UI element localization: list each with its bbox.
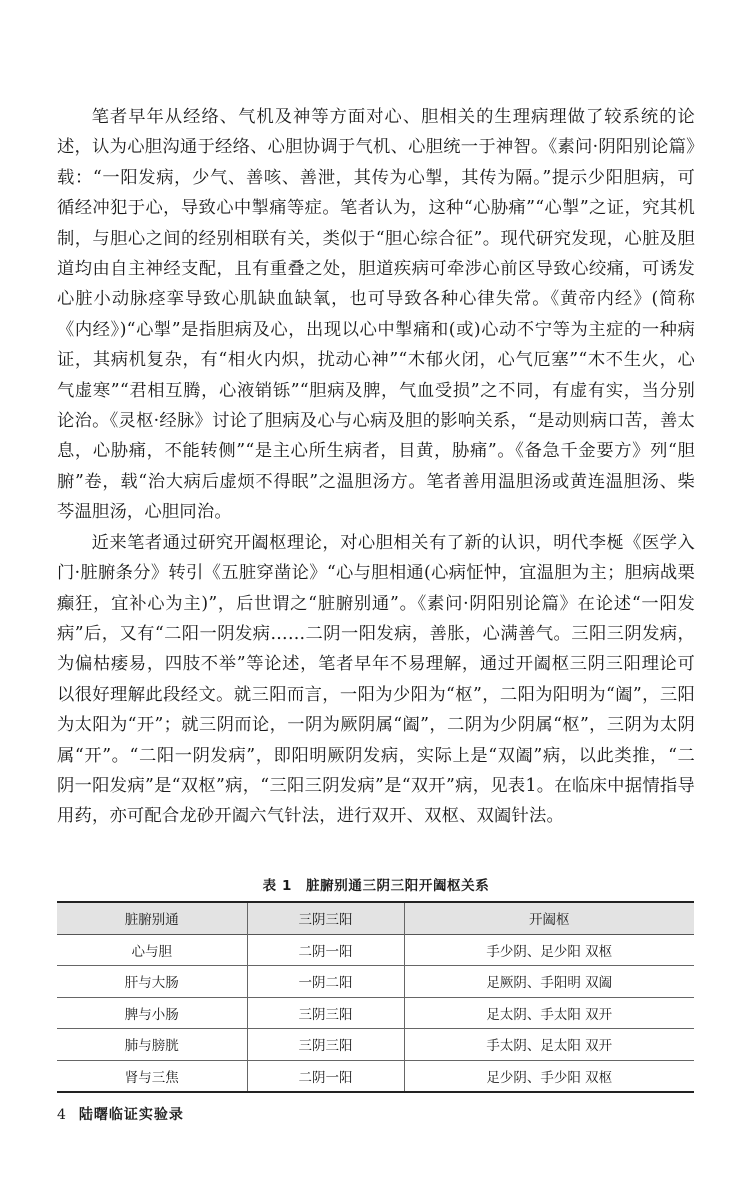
table-row [57, 934, 694, 966]
table-cell: 足少阴、手少阳 双枢 [404, 1060, 694, 1092]
table-row [57, 1060, 694, 1092]
table-cell: 三阴三阳 [247, 1029, 404, 1061]
table-caption [57, 874, 695, 894]
table-caption-title: 脏腑别通三阴三阳开阖枢关系 [306, 878, 490, 894]
header-yin-yang: 三阴三阳 [247, 902, 404, 934]
header-open-close-pivot: 开阖枢 [404, 902, 694, 934]
table-cell: 一阴二阳 [247, 966, 404, 998]
paragraph-2: 近来笔者通过研究开阖枢理论，对心胆相关有了新的认识，明代李梴《医学入门·脏腑条分》转引《五脏穿凿论》“心与胆相通(心病怔忡，宜温胆为主；胆病战栗癫狂，宜补心为主)”，后世谓之“脏腑别通”。《素问·阴阳别论篇》在论述“一阳发病”后，又有“二阳一阴发病……二阴一阳发病，善胀，心满善气。三阳三阴发病，为偏枯痿易，四肢不举”等论述，笔者早年不易理解，通过开阖枢三阴三阳理论可以很好理解此段经文。就三阳而言，一阳为少阳为“枢”，二阳为阳明为“阖”，三阳为太阳为“开”；就三阴而论，一阴为厥阴属“阖”，二阴为少阴属“枢”，三阴为太阴属“开”。“二阳一阴发病”，即阳明厥阴发病，实际上是“双阖”病，以此类推，“二阴一阳发病”是“双枢”病，“三阳三阴发病”是“双开”病，见表1。在临床中据情指导用药，亦可配合龙砂开阖六气针法，进行双开、双枢、双阖针法。 [57, 532, 695, 827]
header-organ-pair: 脏腑别通 [124, 912, 179, 929]
table-cell: 心与胆 [57, 934, 247, 966]
table-caption-number: 表 1 [262, 878, 293, 894]
page-number: 4 [57, 1107, 67, 1123]
table-row [57, 966, 694, 998]
table-cell: 手太阴、足太阳 双开 [404, 1029, 694, 1061]
table-cell: 足太阴、手太阳 双开 [404, 997, 694, 1029]
paragraph-1: 笔者早年从经络、气机及神等方面对心、胆相关的生理病理做了较系统的论述，认为心胆沟通于经络、心胆协调于气机、心胆统一于神智。《素问·阴阳别论篇》载：“一阳发病，少气、善咳、善泄，其传为心掣，其传为隔。”提示少阳胆病，可循经冲犯于心，导致心中掣痛等症。笔者认为，这种“心胁痛”“心掣”之证，究其机制，与胆心之间的经别相联有关，类似于“胆心综合征”。现代研究发现，心脏及胆道均由自主神经支配，且有重叠之处，胆道疾病可牵涉心前区导致心绞痛，可诱发心脏小动脉痉挛导致心肌缺血缺氧，也可导致各种心律失常。《黄帝内经》(简称《内经》)“心掣”是指胆病及心，出现以心中掣痛和(或)心动不宁等为主症的一种病证，其病机复杂，有“相火内炽，扰动心神”“木郁火闭，心气厄塞”“木不生火，心气虚寒”“君相互腾，心液销铄”“胆病及脾，气血受损”之不同，有虚有实，当分别论治。《灵枢·经脉》讨论了胆病及心与心病及胆的影响关系，“是动则病口苦，善太息，心胁痛，不能转侧”“是主心所生病者，目黄，胁痛”。《备急千金要方》列“胆腑”卷，载“治大病后虚烦不得眠”之温胆汤方。笔者善用温胆汤或黄连温胆汤、柴芩温胆汤，心胆同治。 [57, 107, 695, 523]
table-cell: 肾与三焦 [57, 1060, 247, 1092]
table-cell: 手少阴、足少阳 双枢 [404, 934, 694, 966]
table-cell: 二阴一阳 [247, 1060, 404, 1092]
table-row [57, 1029, 694, 1061]
table-cell: 肝与大肠 [57, 966, 247, 998]
table-cell: 肺与膀胱 [57, 1029, 247, 1061]
relation-table [57, 901, 694, 1093]
page-footer [57, 1104, 184, 1124]
table-cell: 二阴一阳 [247, 934, 404, 966]
book-title: 陆曙临证实验录 [78, 1107, 184, 1123]
table-cell: 三阴三阳 [247, 997, 404, 1029]
table-row [57, 997, 694, 1029]
table-cell: 脾与小肠 [57, 997, 247, 1029]
body-text [57, 102, 695, 832]
table-header-row [57, 902, 694, 934]
table-cell: 足厥阴、手阳明 双阖 [404, 966, 694, 998]
